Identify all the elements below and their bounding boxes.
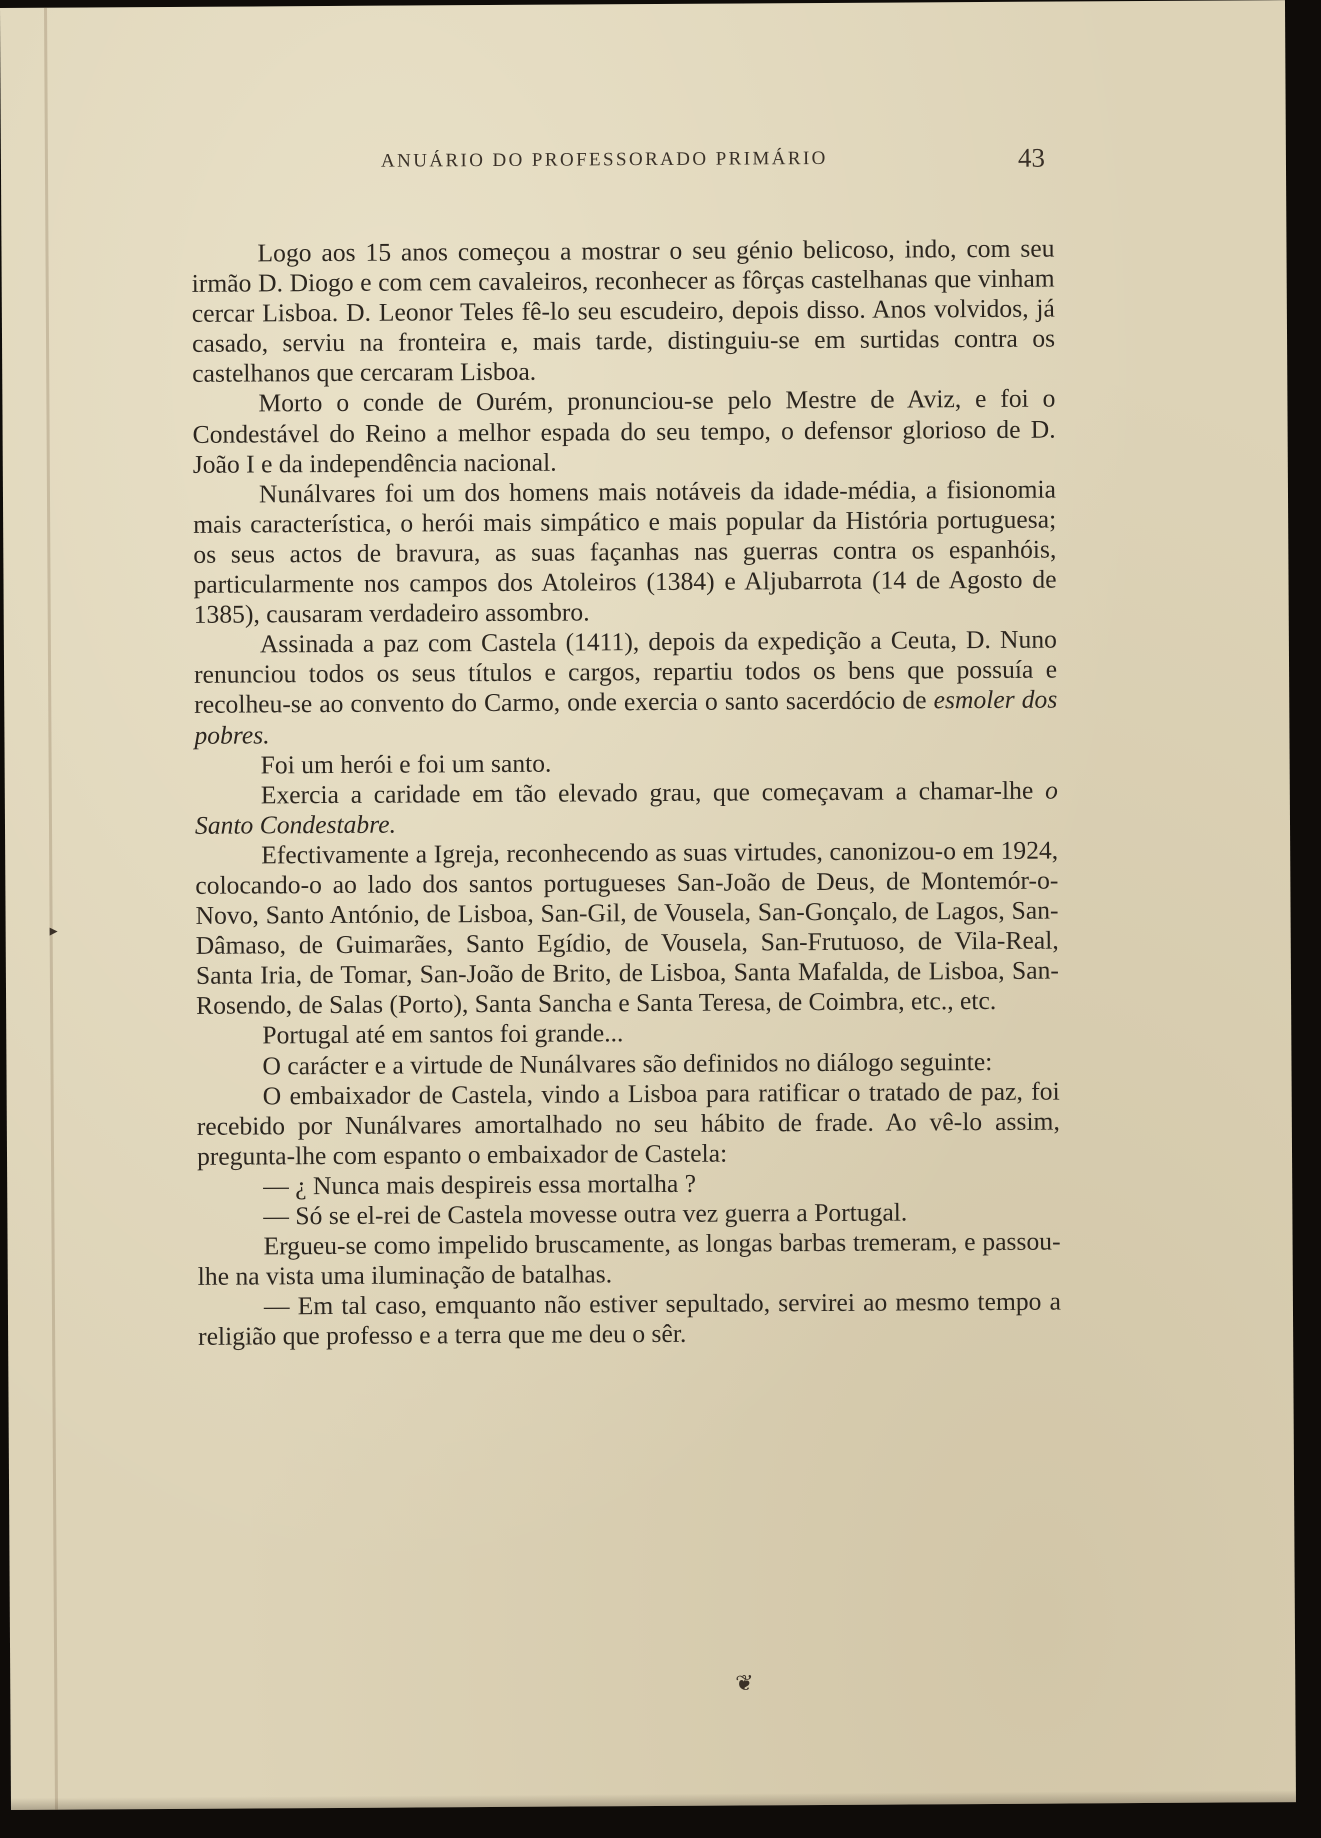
- paragraph: Nunálvares foi um dos homens mais notáveis da idade-média, a fisionomia mais característica, o herói mais simpático e mais popular da História portuguesa; os seus actos de bravura, as suas façanhas nas guerras contra os espanhóis, particularmente nos campos dos Atoleiros (1384) e Aljubarrota (14 de Agosto de 1385), causaram verdadeiro assombro.: [193, 474, 1057, 629]
- running-title: ANUÁRIO DO PROFESSORADO PRIMÁRIO: [380, 147, 828, 172]
- paragraph: Morto o conde de Ourém, pronunciou-se pelo Mestre de Aviz, e foi o Condestável do Reino a melhor espada do seu tempo, o defensor glorioso de D. João I e da independência nacional.: [192, 384, 1056, 479]
- ornament-icon: ❦: [735, 1671, 754, 1697]
- paragraph: Ergueu-se como impelido bruscamente, as longas barbas tremeram, e passou-lhe na vista uma iluminação de batalhas.: [197, 1226, 1061, 1292]
- page-number: 43: [1017, 142, 1046, 173]
- paragraph: Foi um herói e foi um santo.: [260, 748, 552, 780]
- page-fold-shadow: [44, 8, 58, 1810]
- dialog-line: — Só se el-rei de Castela movesse outra vez guerra a Portugal.: [263, 1197, 908, 1231]
- paragraph: O embaixador de Castela, vindo a Lisboa para ratificar o tratado de paz, foi recebido por Nunálvares amortalhado no seu hábito de frade. Ao vê-lo assim, pregunta-lhe com espanto o embaixador de Castela:: [196, 1076, 1060, 1171]
- page-bottom-shadow: [11, 1790, 1296, 1810]
- paragraph: Logo aos 15 anos começou a mostrar o seu génio belicoso, indo, com seu irmão D. Diogo e com cem cavaleiros, reconhecer as fôrças castelhanas que vinham cercar Lisboa. D. Leonor Teles fê-lo seu escudeiro, depois disso. Anos volvidos, já casado, serviu na fronteira e, mais tarde, distinguiu-se em surtidas contra os castelhanos que cercaram Lisboa.: [191, 233, 1056, 389]
- page-header: [1, 142, 1286, 183]
- margin-mark: ▸: [49, 920, 58, 940]
- italic-phrase: o Santo Condestabre.: [194, 775, 1058, 840]
- paragraph: O carácter e a virtude de Nunálvares são definidos no diálogo seguinte:: [262, 1046, 993, 1080]
- paragraph: [194, 625, 1058, 751]
- italic-phrase: esmoler dos pobres.: [194, 684, 1058, 750]
- paragraph-text: Exercia a caridade em tão elevado grau, que começavam a chamar-lhe: [260, 775, 1034, 810]
- paragraph: [195, 775, 1058, 840]
- body-text: [191, 234, 1061, 1353]
- paragraph: Efectivamente a Igreja, reconhecendo as suas virtudes, canonizou-o em 1924, colocando-o ao lado dos santos portugueses San-João de Deus, de Montemór-o-Novo, Santo António, de Lisboa, San-Gil, de Vousela, San-Gonçalo, de Lagos, San-Dâmaso, de Guimarães, Santo Egídio, de Vousela, San-Frutuoso, de Vila-Real, Santa Iria, de Tomar, San-João de Brito, de Lisboa, Santa Mafalda, de Lisboa, San-Rosendo, de Salas (Porto), Santa Sancha e Santa Teresa, de Coimbra, etc., etc.: [195, 835, 1059, 1021]
- dialog-line: — Em tal caso, emquanto não estiver sepultado, servirei ao mesmo tempo a religião que professo e a terra que me deu o sêr.: [198, 1286, 1062, 1352]
- paragraph-text: Assinada a paz com Castela (1411), depois da expedição a Ceuta, D. Nuno renunciou todos os seus títulos e cargos, repartiu todos os bens que possuía e recolheu-se ao convento do Carmo, onde exercia o santo sacerdócio de: [193, 624, 1058, 720]
- paragraph: Portugal até em santos foi grande...: [262, 1018, 624, 1050]
- dialog-line: — ¿ Nunca mais despireis essa mortalha ?: [263, 1168, 697, 1201]
